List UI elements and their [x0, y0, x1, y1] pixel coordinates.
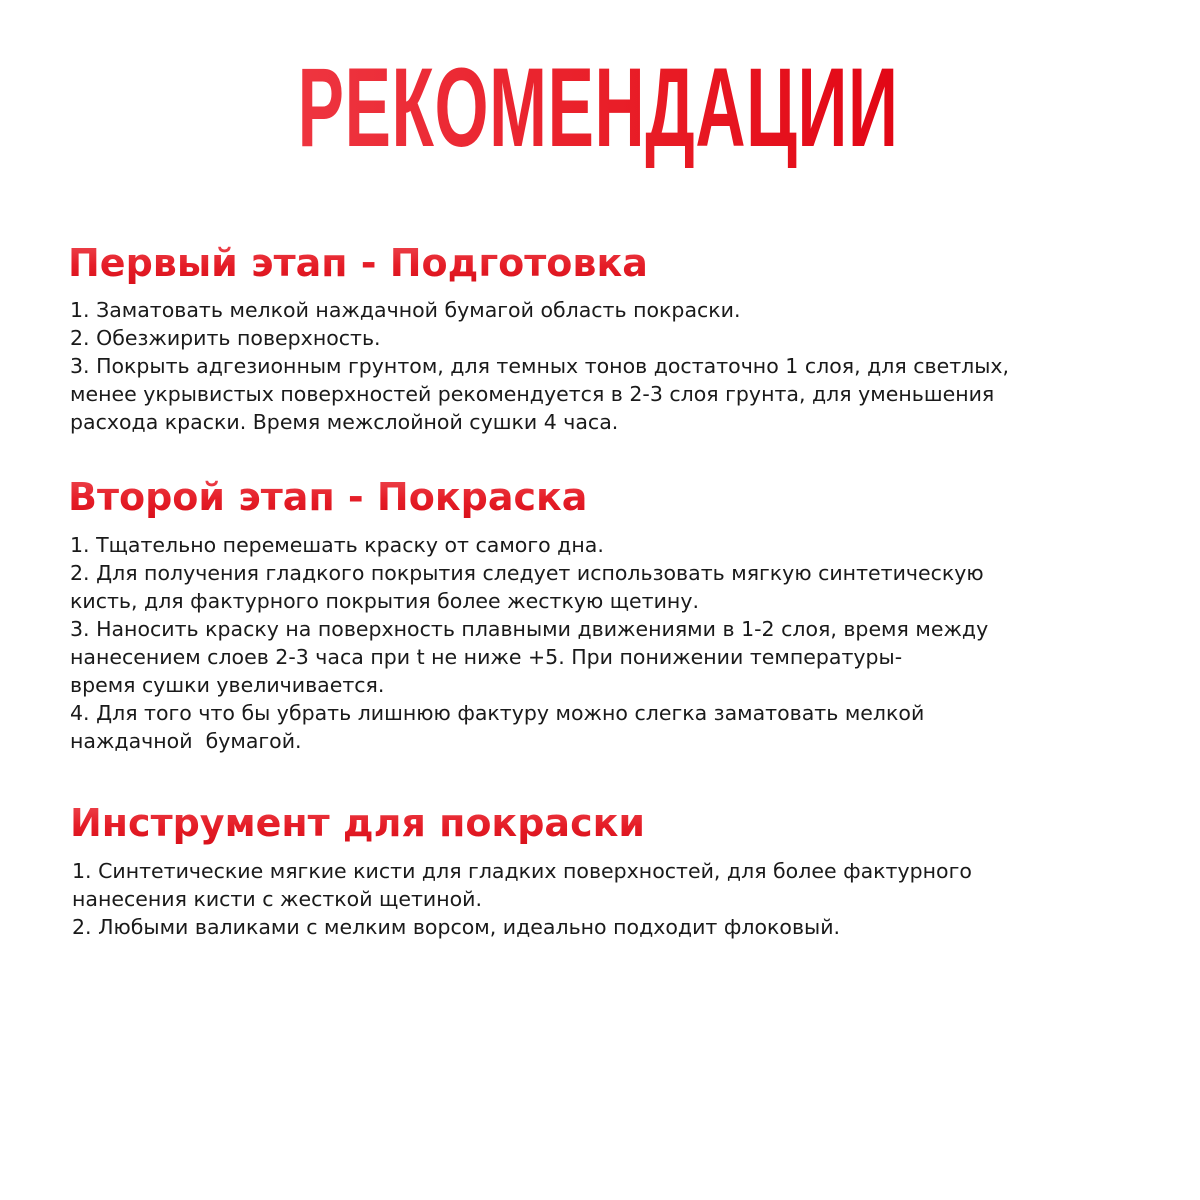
list-item: 2. Для получения гладкого покрытия следует использовать мягкую синтетическую	[70, 561, 984, 585]
list-item: 3. Покрыть адгезионным грунтом, для темных тонов достаточно 1 слоя, для светлых,	[70, 354, 1010, 378]
section-heading-painting: Второй этап - Покраска	[68, 475, 588, 519]
list-item: расхода краски. Время межслойной сушки 4 часа.	[70, 410, 619, 434]
page-title: РЕКОМЕНДАЦИИ	[226, 48, 970, 168]
list-item: 3. Наносить краску на поверхность плавными движениями в 1-2 слоя, время между	[70, 617, 989, 641]
list-item: 1. Заматовать мелкой наждачной бумагой область покраски.	[70, 298, 741, 322]
list-item: 1. Тщательно перемешать краску от самого дна.	[70, 533, 604, 557]
list-item: 4. Для того что бы убрать лишнюю фактуру можно слегка заматовать мелкой	[70, 701, 925, 725]
list-item: 2. Обезжирить поверхность.	[70, 326, 381, 350]
list-item: время сушки увеличивается.	[70, 673, 385, 697]
list-item: 1. Синтетические мягкие кисти для гладких поверхностей, для более фактурного	[72, 859, 972, 883]
section-heading-tools: Инструмент для покраски	[70, 801, 646, 845]
list-item: менее укрывистых поверхностей рекомендуется в 2-3 слоя грунта, для уменьшения	[70, 382, 995, 406]
list-item: нанесением слоев 2-3 часа при t не ниже +5. При понижении температуры-	[70, 645, 903, 669]
section-heading-preparation: Первый этап - Подготовка	[68, 241, 648, 285]
list-item: кисть, для фактурного покрытия более жесткую щетину.	[70, 589, 699, 613]
list-item: наждачной бумагой.	[70, 729, 302, 753]
list-item: 2. Любыми валиками с мелким ворсом, идеально подходит флоковый.	[72, 915, 841, 939]
list-item: нанесения кисти с жесткой щетиной.	[72, 887, 483, 911]
